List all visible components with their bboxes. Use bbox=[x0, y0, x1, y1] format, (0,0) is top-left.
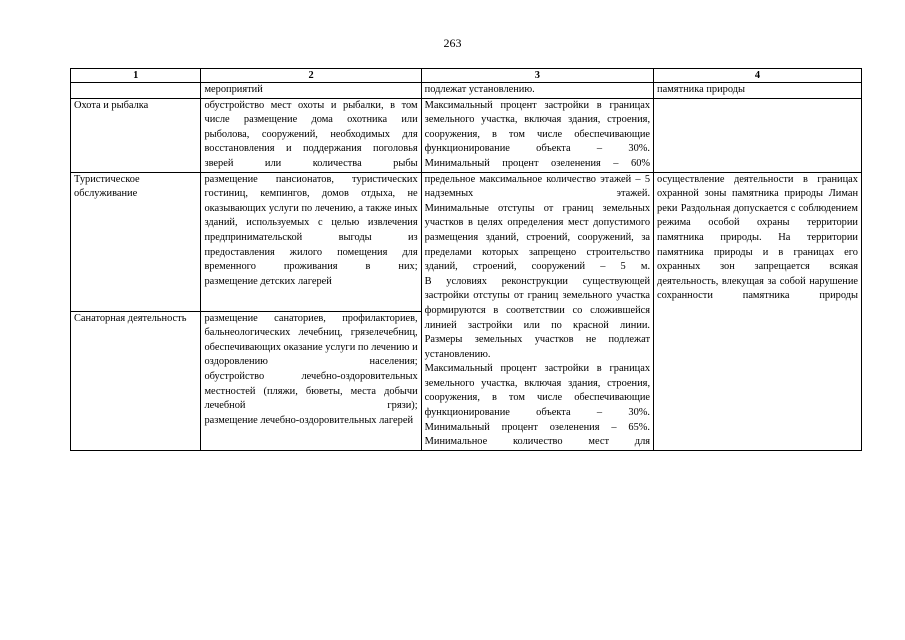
regulations-table bbox=[70, 68, 862, 451]
cell-activity-name: Туристическое обслуживание bbox=[71, 172, 201, 311]
page-number: 263 bbox=[443, 36, 462, 50]
cell-activity-description bbox=[201, 311, 421, 450]
paragraph: Максимальный процент застройки в границах земельного участка, включая здания, строения, сооружения, в том числе обеспечивающие функционирование объекта – 30%. bbox=[424, 363, 651, 419]
cell-row0-col3: подлежат установлению. bbox=[421, 83, 653, 99]
cell-restrictions bbox=[654, 98, 862, 172]
cell-row0-col1 bbox=[71, 83, 201, 99]
paragraph: предельное максимальное количество этажей – 5 надземных этажей. bbox=[424, 173, 651, 200]
paragraph: Размеры земельных участков не подлежат установлению. bbox=[424, 334, 651, 360]
table-row-continuation bbox=[71, 83, 862, 99]
cell-activity-description: обустройство мест охоты и рыбалки, в том числе размещение дома охотника или рыболова, сооружений, необходимых для восстановления и поддержания поголовья зверей или количества рыбы bbox=[201, 98, 421, 172]
paragraph: Минимальный процент озеленения – 60% bbox=[424, 157, 651, 169]
cell-activity-name: Санаторная деятельность bbox=[71, 311, 201, 450]
cell-row0-col4: памятника природы bbox=[654, 83, 862, 99]
cell-activity-description bbox=[201, 172, 421, 311]
cell-activity-name: Охота и рыбалка bbox=[71, 98, 201, 172]
table-row-tourist-services bbox=[71, 172, 862, 311]
paragraph: размещение детских лагерей bbox=[204, 275, 332, 287]
paragraph: размещение лечебно-оздоровительных лагерей bbox=[204, 414, 414, 426]
column-header-3: 3 bbox=[421, 69, 653, 83]
column-header-4: 4 bbox=[654, 69, 862, 83]
paragraph: обустройство лечебно-оздоровительных местностей (пляжи, бюветы, места добычи лечебной грязи); bbox=[204, 371, 418, 412]
paragraph: Максимальный процент застройки в границах земельного участка, включая здания, строения, сооружения, в том числе обеспечивающие функционирование объекта – 30%. bbox=[424, 99, 651, 155]
cell-row0-col2: мероприятий bbox=[201, 83, 421, 99]
column-header-2: 2 bbox=[201, 69, 421, 83]
table-header-row bbox=[71, 69, 862, 83]
paragraph: Минимальное количество мест для bbox=[424, 436, 651, 448]
cell-building-parameters-merged bbox=[421, 172, 653, 450]
column-header-1: 1 bbox=[71, 69, 201, 83]
paragraph: размещение санаториев, профилакториев, бальнеологических лечебниц, грязелечебниц, обеспечивающих оказание услуги по лечению и оздоровлению населения; bbox=[204, 312, 418, 368]
cell-restrictions-merged: осуществление деятельности в границах охранной зоны памятника природы Лиман реки Раздольная допускается с соблюдением режима особой охраны территории памятника природы. На территории памятника природы и в границах его охранных зон запрещается всякая деятельность, влекущая за собой нарушение сохранности памятника природы bbox=[654, 172, 862, 450]
paragraph: размещение пансионатов, туристических гостиниц, кемпингов, домов отдыха, не оказывающих услуги по лечению, а также иных зданий, используемых с целью извлечения предпринимательской выгоды из предоставления жилого помещения для временного проживания в них; bbox=[204, 173, 418, 273]
cell-building-parameters bbox=[421, 98, 653, 172]
paragraph: Минимальные отступы от границ земельных участков в целях определения мест допустимого размещения зданий, строений, сооружений, за пределами которых запрещено строительство зданий, строений, сооружений – 5 м. bbox=[424, 202, 651, 273]
table-row-hunting-fishing bbox=[71, 98, 862, 172]
paragraph: В условиях реконструкции существующей застройки отступы от границ земельного участка формируются в соответствии со сложившейся линией застройки или по красной линии. bbox=[424, 275, 651, 331]
paragraph: Минимальный процент озеленения – 65%. bbox=[424, 421, 651, 433]
